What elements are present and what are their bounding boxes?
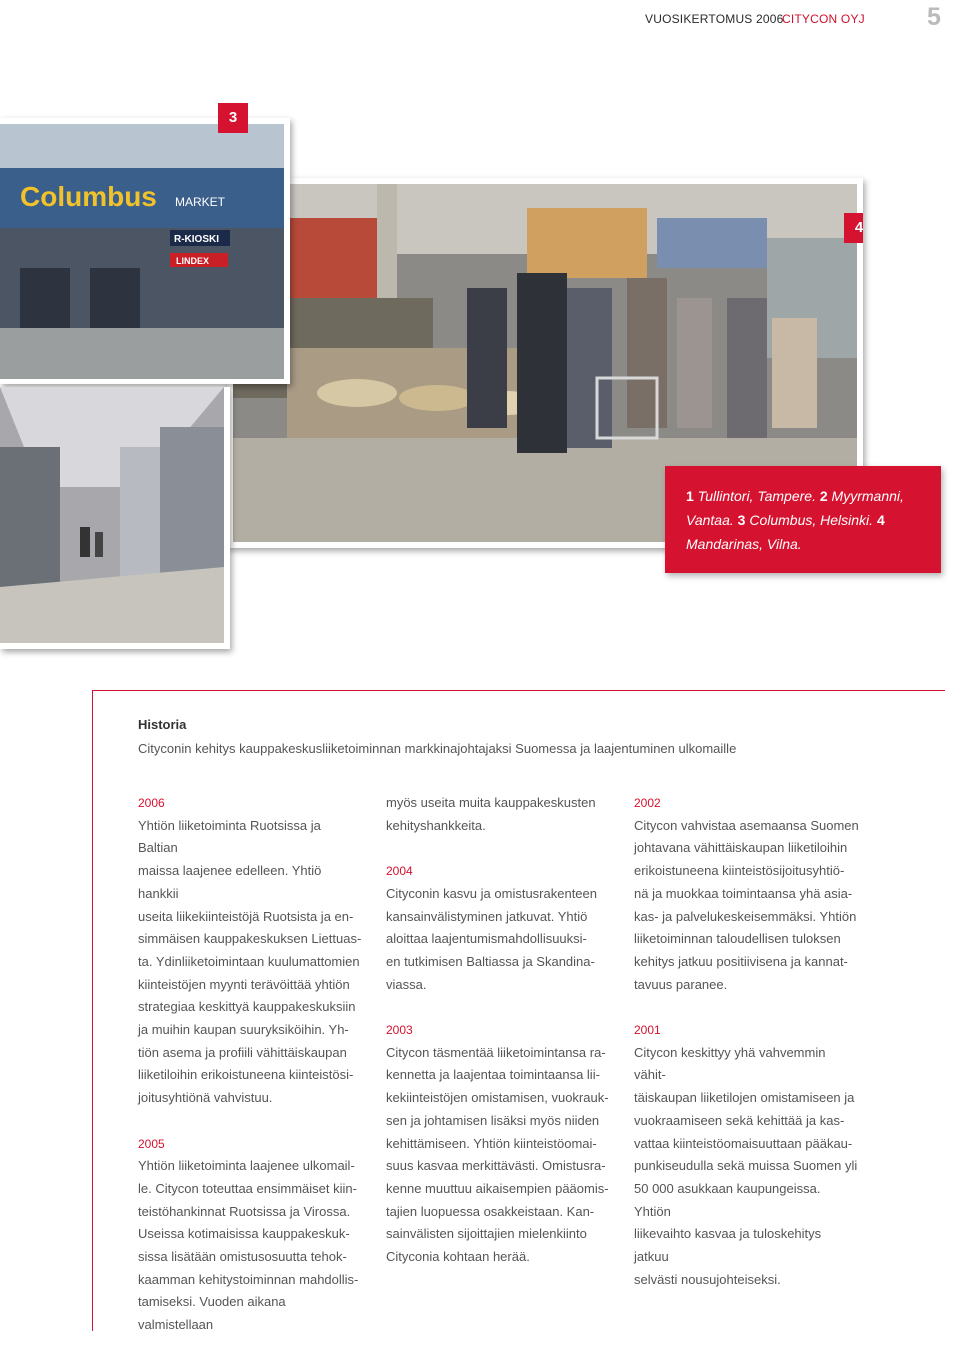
caption-text-3: Columbus, Helsinki. — [745, 512, 877, 528]
history-entry — [138, 1133, 363, 1337]
history-text-line: kiinteistöjen myynti terävöittää yhtiön — [138, 976, 350, 992]
history-text-line: kehitys jatkuu positiivisena ja kannat- — [634, 953, 848, 969]
history-text-line: Cityconia kohtaan herää. — [386, 1249, 530, 1265]
photo-mall-corridor — [0, 387, 230, 649]
history-text-line: Yhtiön liiketoiminta Ruotsissa ja Baltian — [138, 817, 321, 856]
history-text-line: myös useita muita kauppakeskusten — [386, 795, 596, 810]
history-text-line: tajien luopuessa osakkeistaan. Kan- — [386, 1203, 595, 1219]
history-text-line: ta. Ydinliiketoimintaan kuulumattomien — [138, 953, 360, 969]
history-text-line: en tutkimisen Baltiassa ja Skandina- — [386, 953, 595, 969]
history-text-line: liiketoiminnan taloudellisen tuloksen — [634, 931, 841, 947]
history-text-line: ja muihin kaupan suuryksiköihin. Yh- — [138, 1022, 349, 1038]
history-entry — [386, 792, 611, 837]
history-text-line: johtavana vähittäiskaupan liiketiloihin — [634, 840, 848, 856]
history-text-line: vattaa kiinteistöomaisuuttaan pääkau- — [634, 1135, 853, 1151]
caption-num-1: 1 — [686, 488, 694, 504]
history-text-line: tamiseksi. Vuoden aikana valmistellaan — [138, 1294, 286, 1333]
history-text-line: liiketiloihin erikoistuneena kiinteistösi- — [138, 1067, 354, 1083]
columbus-sign-text: Columbus — [20, 181, 157, 212]
history-title: Historia — [138, 717, 187, 732]
caption-num-3: 3 — [737, 512, 746, 528]
publication-title: VUOSIKERTOMUS 2006 — [645, 12, 784, 26]
history-year: 2003 — [386, 1023, 413, 1037]
history-text-line: liikevaihto kasvaa ja tuloskehitys jatkuu — [634, 1226, 822, 1265]
history-text-line: useita liikekiinteistöjä Ruotsista ja en- — [138, 908, 354, 924]
history-text-line: punkiseudulla sekä muissa Suomen yli — [634, 1158, 858, 1174]
history-text-line: Citycon täsmentää liiketoimintansa ra- — [386, 1044, 606, 1060]
history-text-line: kehityshankkeita. — [386, 817, 486, 833]
history-text-line: Cityconin kasvu ja omistusrakenteen — [386, 885, 597, 901]
history-year: 2002 — [634, 796, 661, 810]
caption-text-4: Mandarinas, Vilna. — [686, 536, 802, 552]
history-text-line: tavuus paranee. — [634, 976, 728, 992]
history-text-line: täiskaupan liiketilojen omistamiseen ja — [634, 1090, 855, 1106]
history-text-line: nä ja muokkaa toimintaansa yhä asia- — [634, 885, 853, 901]
history-text-line: sissa lisätään omistusosuutta tehok- — [138, 1249, 347, 1265]
history-text-line: kenne muuttuu aikaisempien pääomis- — [386, 1180, 609, 1196]
history-text-line: sainvälisten sijoittajien mielenkiinto — [386, 1226, 587, 1242]
history-text-line: joitusyhtiönä vahvistuu. — [138, 1090, 273, 1106]
kiosk-sign-text: R-KIOSKI — [174, 234, 219, 245]
photo-columbus — [0, 118, 290, 384]
history-entry — [386, 860, 611, 996]
history-text-line: Yhtiön liiketoiminta laajenee ulkomail- — [138, 1158, 355, 1174]
company-name: CITYCON OYJ — [782, 12, 865, 26]
history-text-line: selvästi nousujohteiseksi. — [634, 1271, 781, 1287]
history-subtitle: Cityconin kehitys kauppakeskusliiketoiminnan markkinajohtajaksi Suomessa ja laajentuminen ulkomaille — [138, 741, 737, 756]
history-text-line: Citycon keskittyy yhä vahvemmin vähit- — [634, 1044, 826, 1083]
caption-num-4: 4 — [876, 512, 885, 528]
history-text-line: tiön asema ja profiili vähittäiskaupan — [138, 1044, 347, 1060]
history-text-line: strategiaa keskittyä kauppakeskuksiin — [138, 999, 356, 1015]
history-entry — [138, 792, 363, 1110]
history-text-line: Citycon vahvistaa asemaansa Suomen — [634, 817, 859, 833]
history-year: 2006 — [138, 796, 165, 810]
caption-num-2: 2 — [819, 488, 828, 504]
history-text-line: kas- ja palvelukeskeisemmäksi. Yhtiön — [634, 908, 857, 924]
history-column-3 — [634, 792, 859, 1314]
caption-text-2: Myyrmanni, Vantaa. — [686, 488, 904, 528]
history-year: 2005 — [138, 1136, 165, 1151]
history-text-line: kansainvälistyminen jatkuvat. Yhtiö — [386, 908, 588, 924]
history-text-line: suus kasvaa merkittävästi. Omistusra- — [386, 1158, 606, 1174]
history-text-line: kehittämiseen. Yhtiön kiinteistöomai- — [386, 1135, 597, 1151]
page-number: 5 — [927, 3, 942, 31]
history-text-line: simmäisen kauppakeskuksen Liettuas- — [138, 931, 362, 947]
history-text-line: Useissa kotimaisissa kauppakeskuk- — [138, 1226, 350, 1242]
history-entry — [634, 1019, 859, 1291]
history-text-line: maissa laajenee edelleen. Yhtiö hankkii — [138, 863, 322, 901]
history-text-line: kaamman kehitystoiminnan mahdollis- — [138, 1271, 359, 1287]
history-column-1 — [138, 792, 363, 1360]
caption-text-1: Tullintori, Tampere. — [693, 488, 820, 504]
market-sign-text: MARKET — [175, 195, 226, 209]
mall-corridor-image — [0, 387, 230, 649]
history-entry — [386, 1019, 611, 1269]
history-text-line: kennetta ja laajentaa toimintaansa lii- — [386, 1067, 600, 1083]
history-text-line: erikoistuneena kiinteistösijoitusyhtiö- — [634, 863, 845, 879]
history-text-line: 50 000 asukkaan kaupungeissa. Yhtiön — [634, 1180, 821, 1219]
photo-caption-box — [665, 466, 941, 573]
history-text-line: teistöhankinnat Ruotsissa ja Virossa. — [138, 1203, 351, 1219]
photo-badge-3-label: 3 — [218, 103, 248, 133]
history-text-line: aloittaa laajentumismahdollisuuksi- — [386, 931, 587, 947]
page-header — [640, 3, 950, 31]
history-text-line: vuokraamiseen sekä kehittää ja kas- — [634, 1112, 845, 1128]
history-text-line: viassa. — [386, 976, 427, 992]
columbus-exterior-image — [0, 118, 290, 384]
history-text-line: kekiinteistöjen omistamisen, vuokrauk- — [386, 1090, 609, 1106]
photo-badge-4: 4 — [844, 213, 863, 243]
history-text-line: le. Citycon toteuttaa ensimmäiset kiin- — [138, 1180, 357, 1196]
history-year: 2001 — [634, 1023, 661, 1038]
history-entry — [634, 792, 859, 996]
lindex-sign-text: LINDEX — [176, 256, 210, 266]
history-column-2 — [386, 792, 611, 1291]
photo-caption — [686, 484, 936, 556]
history-text-line: sen ja johtamisen lisäksi myös niiden — [386, 1112, 600, 1128]
history-year: 2004 — [386, 864, 413, 879]
